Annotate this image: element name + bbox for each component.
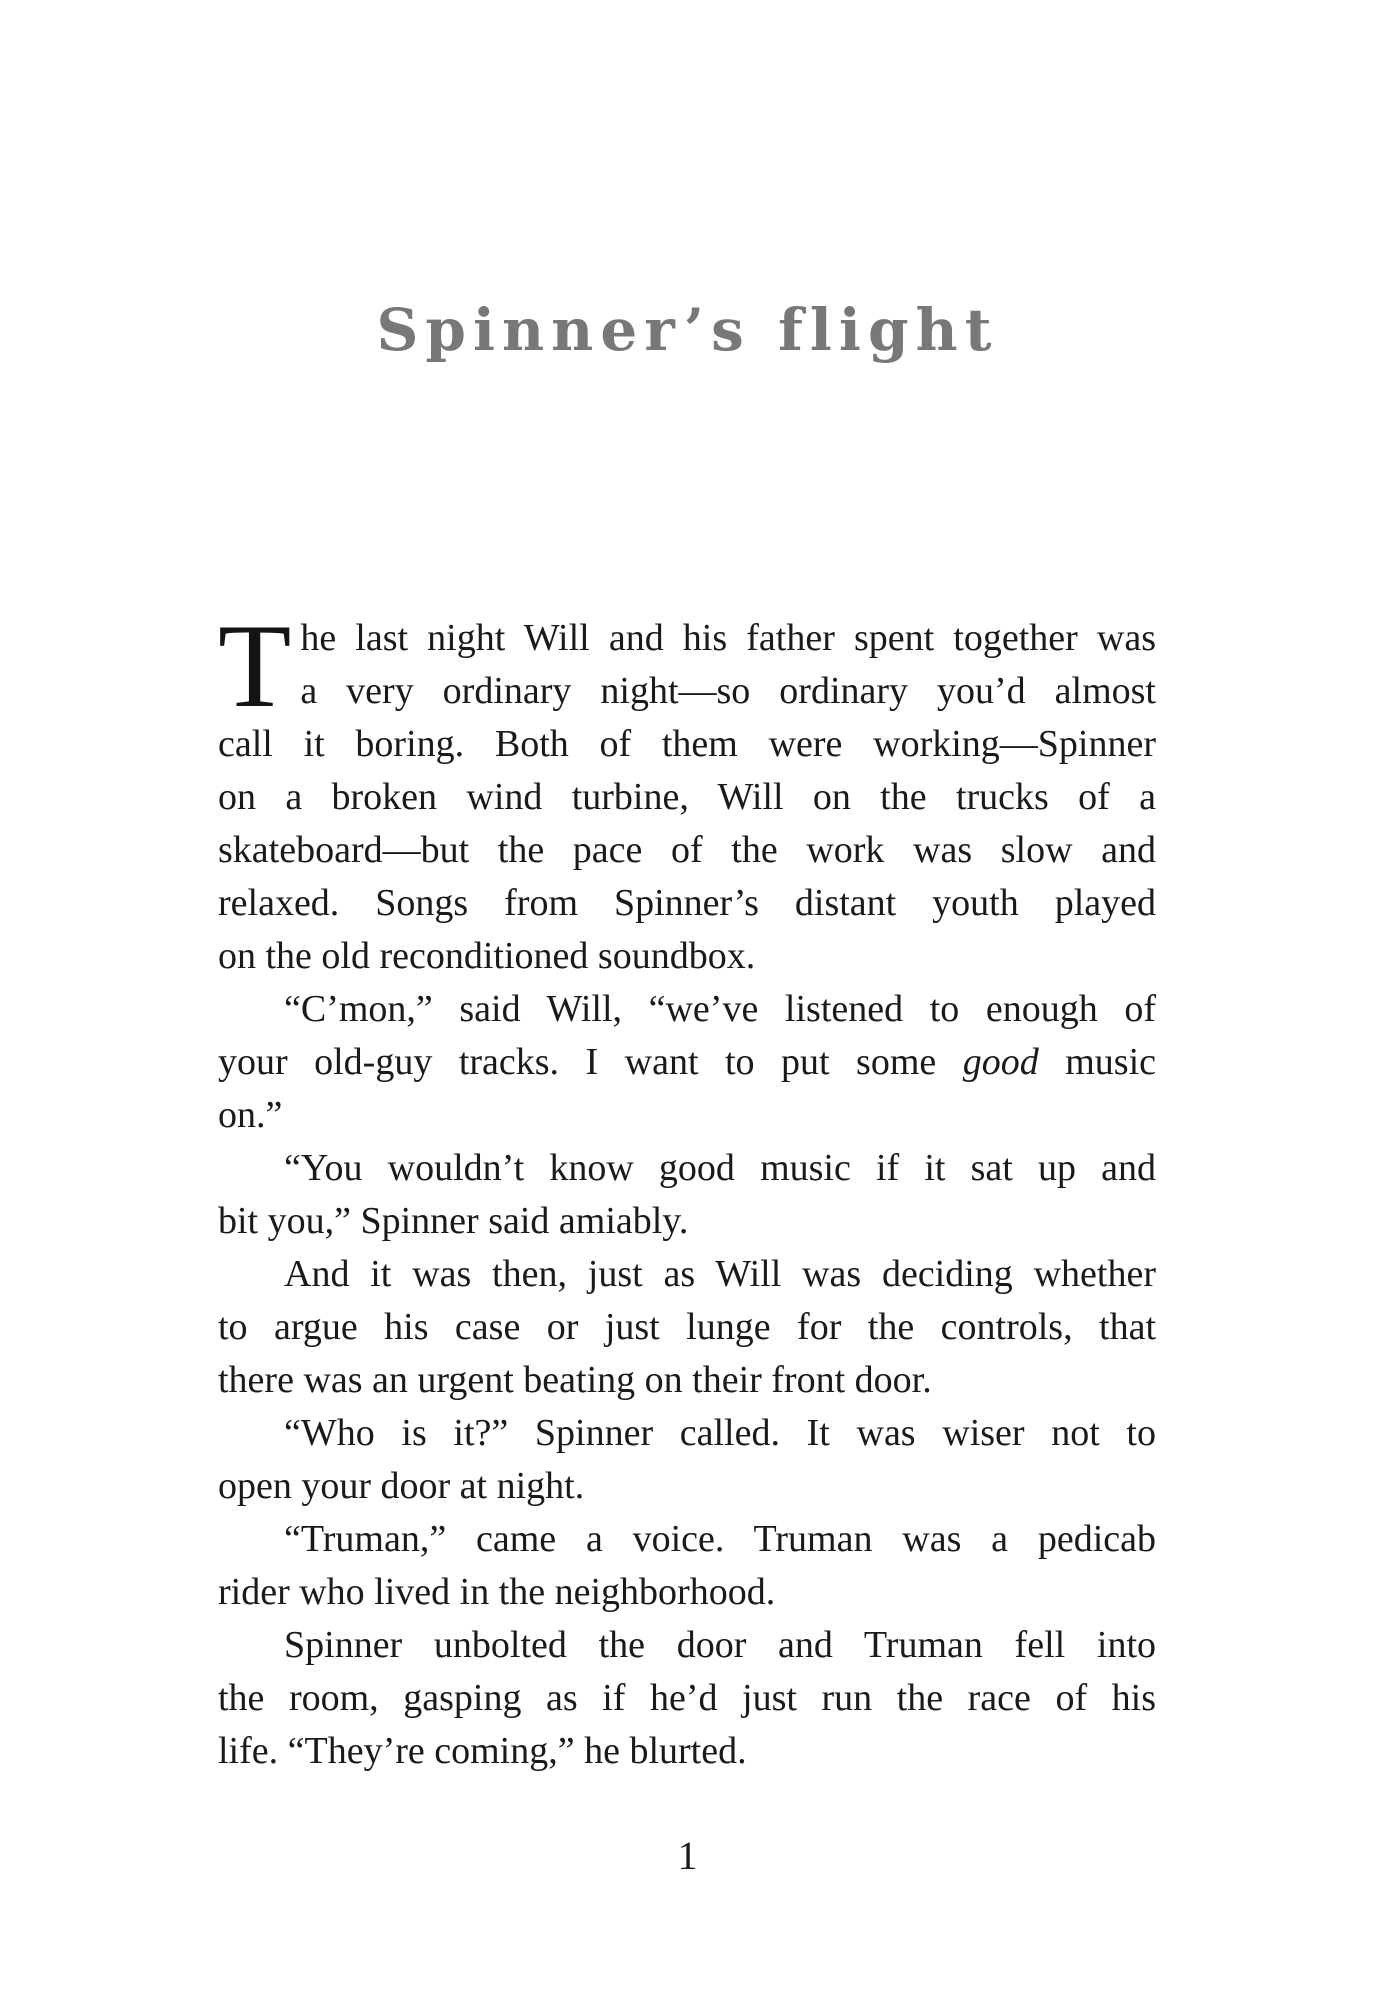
text-line bbox=[218, 1513, 1156, 1566]
text-segment: music bbox=[1038, 1041, 1156, 1083]
italic-text: good bbox=[962, 1041, 1039, 1083]
text-line bbox=[218, 930, 1156, 983]
text-line bbox=[218, 1248, 1156, 1301]
text-segment: on the old reconditioned soundbox. bbox=[218, 935, 756, 977]
text-line bbox=[218, 1407, 1156, 1460]
text-segment: “You wouldn’t know good music if it sat up and bbox=[284, 1147, 1156, 1189]
text-line bbox=[218, 1566, 1156, 1619]
text-line bbox=[218, 1142, 1156, 1195]
page-number: 1 bbox=[677, 1833, 698, 1878]
text-line bbox=[218, 1195, 1156, 1248]
text-segment: call it boring. Both of them were working—Spinner bbox=[218, 723, 1156, 765]
text-segment: Spinner unbolted the door and Truman fell into bbox=[284, 1624, 1156, 1666]
text-line bbox=[218, 665, 1156, 718]
text-line bbox=[218, 1672, 1156, 1725]
text-segment: there was an urgent beating on their front door. bbox=[218, 1359, 932, 1401]
chapter-title: Spinner’s flight bbox=[376, 296, 999, 364]
text-segment: he last night Will and his father spent together was bbox=[300, 617, 1156, 659]
text-line bbox=[218, 824, 1156, 877]
text-segment: skateboard—but the pace of the work was slow and bbox=[218, 829, 1156, 871]
text-line bbox=[218, 771, 1156, 824]
text-segment: rider who lived in the neighborhood. bbox=[218, 1571, 776, 1613]
text-line bbox=[218, 612, 1156, 665]
text-line bbox=[218, 1301, 1156, 1354]
text-segment: on.” bbox=[218, 1094, 283, 1136]
text-segment: the room, gasping as if he’d just run the race of his bbox=[218, 1677, 1156, 1719]
text-line bbox=[218, 1089, 1156, 1142]
text-line bbox=[218, 983, 1156, 1036]
text-segment: your old-guy tracks. I want to put some bbox=[218, 1041, 963, 1083]
text-line bbox=[218, 877, 1156, 930]
text-segment: bit you,” Spinner said amiably. bbox=[218, 1200, 689, 1242]
text-segment: on a broken wind turbine, Will on the trucks of a bbox=[218, 776, 1156, 818]
text-segment: “C’mon,” said Will, “we’ve listened to enough of bbox=[284, 988, 1156, 1030]
paragraph bbox=[218, 599, 1156, 983]
text-segment: life. “They’re coming,” he blurted. bbox=[218, 1730, 747, 1772]
text-segment: “Who is it?” Spinner called. It was wiser not to bbox=[284, 1412, 1156, 1454]
text-segment: relaxed. Songs from Spinner’s distant youth played bbox=[218, 882, 1156, 924]
text-line bbox=[218, 1036, 1156, 1089]
text-line bbox=[218, 1354, 1156, 1407]
paragraph bbox=[218, 1513, 1156, 1619]
paragraph bbox=[218, 1407, 1156, 1513]
text-line bbox=[218, 1460, 1156, 1513]
paragraph bbox=[218, 1142, 1156, 1248]
text-line bbox=[218, 718, 1156, 771]
drop-cap: T bbox=[218, 599, 292, 732]
text-segment: And it was then, just as Will was deciding whether bbox=[284, 1253, 1156, 1295]
text-segment: “Truman,” came a voice. Truman was a pedicab bbox=[284, 1518, 1156, 1560]
text-segment: to argue his case or just lunge for the controls, that bbox=[218, 1306, 1156, 1348]
text-block bbox=[218, 599, 1156, 1778]
text-segment: open your door at night. bbox=[218, 1465, 585, 1507]
paragraph bbox=[218, 1619, 1156, 1778]
paragraph bbox=[218, 983, 1156, 1142]
paragraph bbox=[218, 1248, 1156, 1407]
text-segment: a very ordinary night—so ordinary you’d almost bbox=[300, 670, 1156, 712]
text-line bbox=[218, 1725, 1156, 1778]
text-line bbox=[218, 1619, 1156, 1672]
